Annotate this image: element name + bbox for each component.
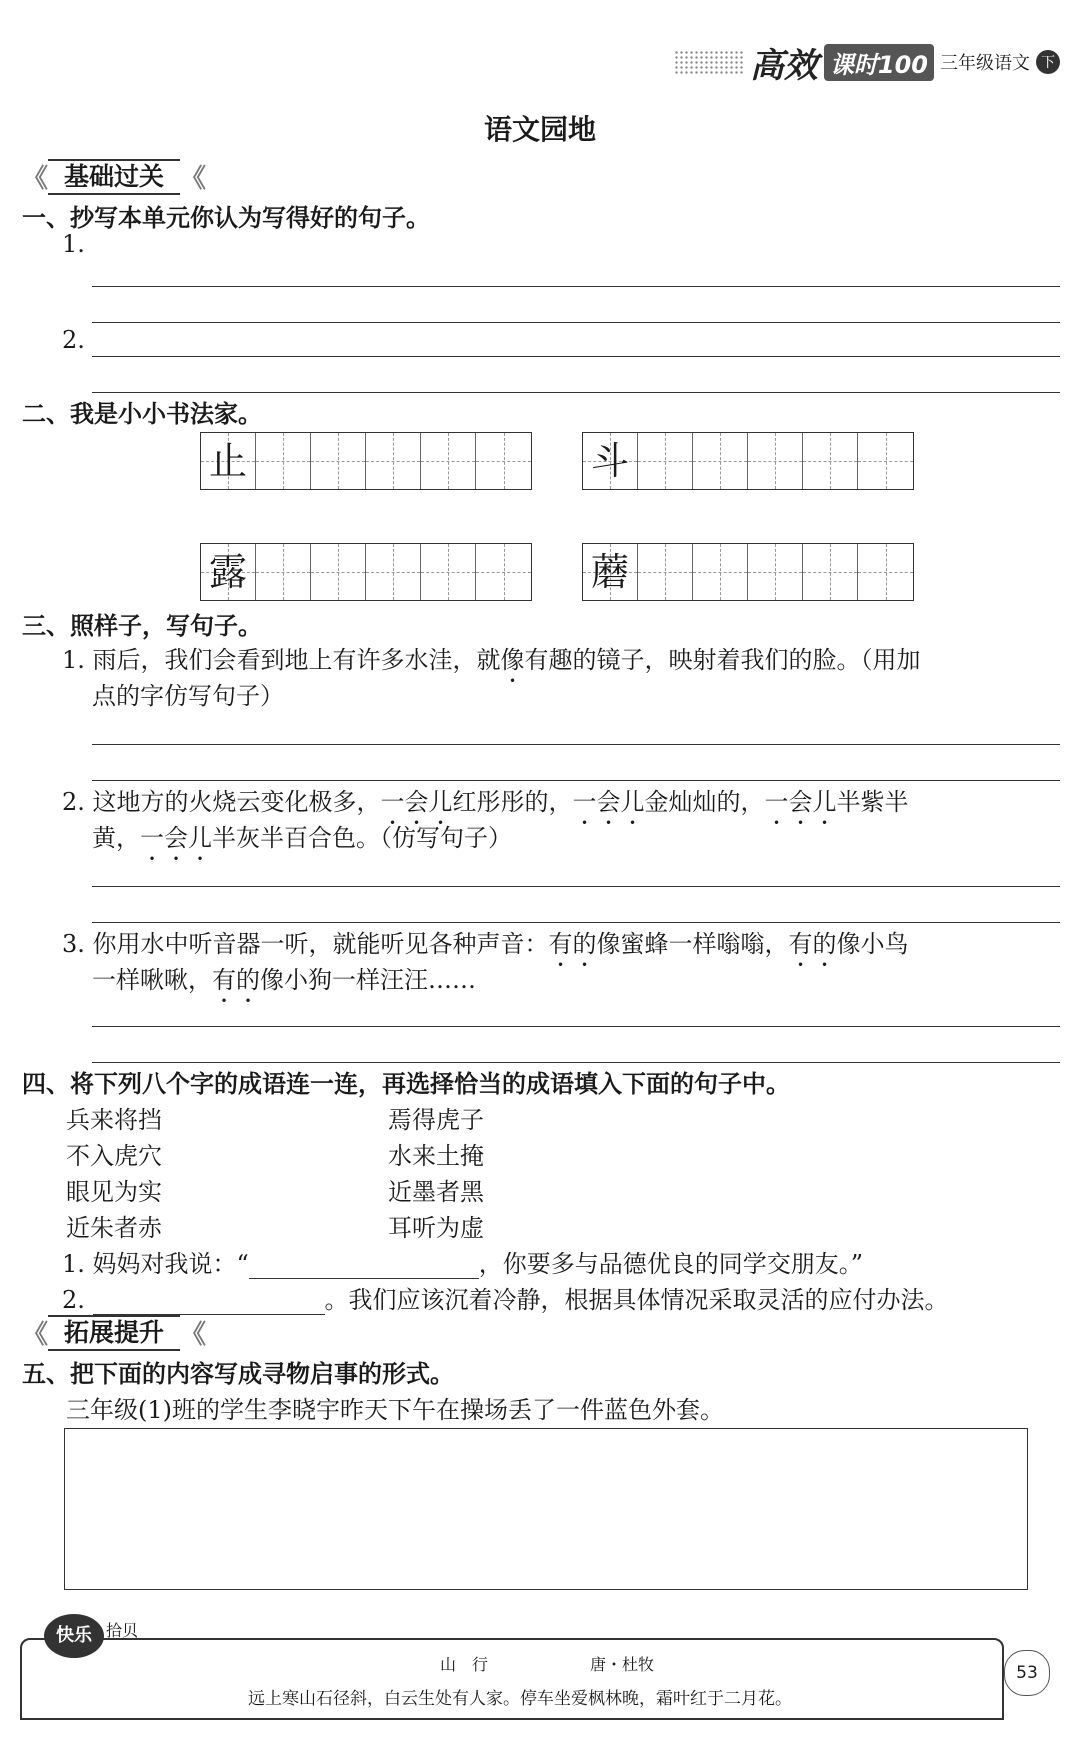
chevron-left-icon: 《	[22, 1320, 49, 1350]
answer-line[interactable]	[92, 1062, 1060, 1063]
idiom-right[interactable]: 耳听为虚	[388, 1214, 484, 1242]
decorative-dots	[674, 50, 744, 74]
question-2-heading: 二、我是小小书法家。	[22, 400, 262, 428]
grade-label: 三年级语文	[940, 53, 1030, 74]
volume-badge: 下	[1036, 50, 1060, 74]
idiom-right[interactable]: 水来土掩	[388, 1142, 484, 1170]
sample-char: 斗	[590, 439, 629, 483]
sample-char: 蘑	[590, 550, 629, 594]
section-banner-extension	[22, 1314, 206, 1351]
poem-author: 唐・杜牧	[590, 1655, 655, 1674]
item-number: 2.	[62, 326, 85, 354]
chevron-left-icon: 《	[180, 164, 207, 194]
poem-text: 远上寒山石径斜，白云生处有人家。停车坐爱枫林晚，霜叶红于二月花。	[248, 1689, 792, 1709]
footer-logo: 快乐	[44, 1614, 104, 1658]
poem-title: 山 行	[440, 1655, 489, 1674]
section-label: 拓展提升	[48, 1315, 180, 1351]
question-4-heading: 四、将下列八个字的成语连一连，再选择恰当的成语填入下面的句子中。	[22, 1070, 790, 1098]
book-header	[674, 42, 1060, 86]
question-3-heading: 三、照样子，写句子。	[22, 612, 262, 640]
writing-grid[interactable]	[582, 543, 914, 601]
fill-sentence-1: 1. 妈妈对我说：“ ，你要多与品德优良的同学交朋友。”	[62, 1250, 864, 1278]
idiom-right[interactable]: 近墨者黑	[388, 1178, 484, 1206]
sentence-2: 2. 这地方的火烧云变化极多，一会儿红彤彤的，一会儿金灿灿的，一会儿半紫半	[62, 788, 909, 816]
answer-line[interactable]	[92, 886, 1060, 887]
answer-line[interactable]	[92, 780, 1060, 781]
writing-grid[interactable]	[200, 543, 532, 601]
answer-line[interactable]	[92, 356, 1060, 357]
brand-title: 高效	[749, 45, 818, 86]
chevron-left-icon: 《	[22, 164, 49, 194]
answer-line[interactable]	[92, 392, 1060, 393]
sample-char: 露	[208, 550, 247, 594]
item-number: 1.	[62, 230, 85, 258]
sentence-1: 1. 雨后，我们会看到地上有许多水洼，就像有趣的镜子，映射着我们的脸。（用加	[62, 646, 921, 674]
idiom-left[interactable]: 不入虎穴	[66, 1142, 162, 1170]
chevron-left-icon: 《	[180, 1320, 207, 1350]
fill-blank[interactable]	[249, 1254, 479, 1279]
idiom-left[interactable]: 眼见为实	[66, 1178, 162, 1206]
question-1-heading: 一、抄写本单元你认为写得好的句子。	[22, 204, 430, 232]
page-number: 53	[1004, 1650, 1050, 1696]
answer-line[interactable]	[92, 1026, 1060, 1027]
sample-char: 止	[208, 439, 247, 483]
page-title: 语文园地	[483, 113, 596, 146]
answer-line[interactable]	[92, 922, 1060, 923]
answer-line[interactable]	[92, 744, 1060, 745]
section-label: 基础过关	[48, 159, 180, 195]
sentence-2-cont: 黄，一会儿半灰半百合色。（仿写句子）	[92, 824, 512, 852]
writing-grid[interactable]	[200, 432, 532, 490]
question-5-heading: 五、把下面的内容写成寻物启事的形式。	[22, 1360, 454, 1388]
footer-logo-text: 拾贝	[106, 1621, 139, 1640]
idiom-right[interactable]: 焉得虎子	[388, 1106, 484, 1134]
fill-blank[interactable]	[93, 1290, 325, 1315]
sentence-3: 3. 你用水中听音器一听，就能听见各种声音：有的像蜜蜂一样嗡嗡，有的像小鸟	[62, 930, 909, 958]
answer-box[interactable]	[64, 1428, 1028, 1590]
fill-sentence-2: 2. 。我们应该沉着冷静，根据具体情况采取灵活的应付办法。	[62, 1286, 949, 1314]
writing-grid[interactable]	[582, 432, 914, 490]
idiom-left[interactable]: 近朱者赤	[66, 1214, 162, 1242]
brand-subtitle: 课时100	[824, 44, 934, 81]
idiom-left[interactable]: 兵来将挡	[66, 1106, 162, 1134]
sentence-1-cont: 点的字仿写句子）	[92, 682, 284, 710]
sentence-3-cont: 一样啾啾，有的像小狗一样汪汪……	[92, 966, 476, 994]
question-5-text: 三年级(1)班的学生李晓宇昨天下午在操场丢了一件蓝色外套。	[66, 1396, 724, 1424]
answer-line[interactable]	[92, 322, 1060, 323]
section-banner-basic	[22, 158, 206, 195]
answer-line[interactable]	[92, 286, 1060, 287]
